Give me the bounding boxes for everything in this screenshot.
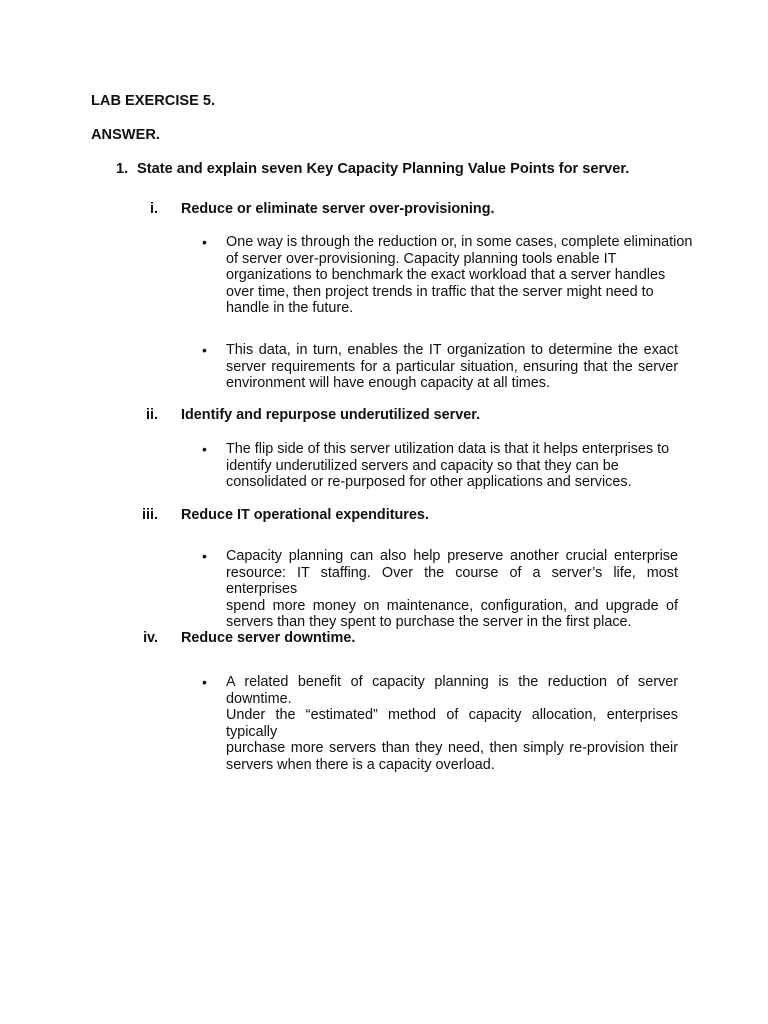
section-numeral: i. [150, 201, 158, 217]
section-numeral: iv. [143, 630, 158, 646]
section-heading: Identify and repurpose underutilized server. [181, 407, 481, 423]
document-title: LAB EXERCISE 5. [91, 93, 216, 109]
bullet-icon: • [202, 441, 207, 457]
bullet-paragraph: A related benefit of capacity planning is the reduction of server downtime. Under the “estimated” method of capacity allocation, enterprises typically purchase more servers than they need, then simply re-provision their servers when there is a capacity overload. [226, 674, 678, 773]
bullet-icon: • [202, 234, 207, 250]
bullet-icon: • [202, 342, 207, 358]
section-heading: Reduce server downtime. [181, 630, 356, 646]
bullet-icon: • [202, 548, 207, 564]
bullet-paragraph: This data, in turn, enables the IT organization to determine the exact server requirements for a particular situation, ensuring that the server environment will have enough capacity at all times. [226, 342, 678, 392]
bullet-paragraph: One way is through the reduction or, in some cases, complete elimination of server over-provisioning. Capacity planning tools enable IT organizations to benchmark the exact workload that a server handles over time, then project trends in traffic that the server might need to handle in the future. [226, 234, 693, 317]
answer-heading: ANSWER. [91, 127, 160, 143]
question-number: 1. [116, 161, 129, 177]
section-heading: Reduce IT operational expenditures. [181, 507, 429, 523]
section-numeral: ii. [146, 407, 158, 423]
section-heading: Reduce or eliminate server over-provisioning. [181, 201, 495, 217]
bullet-paragraph: Capacity planning can also help preserve another crucial enterprise resource: IT staffing. Over the course of a server’s life, most enterprises spend more money on maintenance, configuration, and upgrade of servers than they spent to purchase the server in the first place. [226, 548, 678, 631]
section-numeral: iii. [142, 507, 158, 523]
bullet-paragraph: The flip side of this server utilization data is that it helps enterprises to identify underutilized servers and capacity so that they can be consolidated or re-purposed for other applications and services. [226, 441, 670, 491]
bullet-icon: • [202, 674, 207, 690]
question-text: State and explain seven Key Capacity Planning Value Points for server. [137, 161, 630, 177]
